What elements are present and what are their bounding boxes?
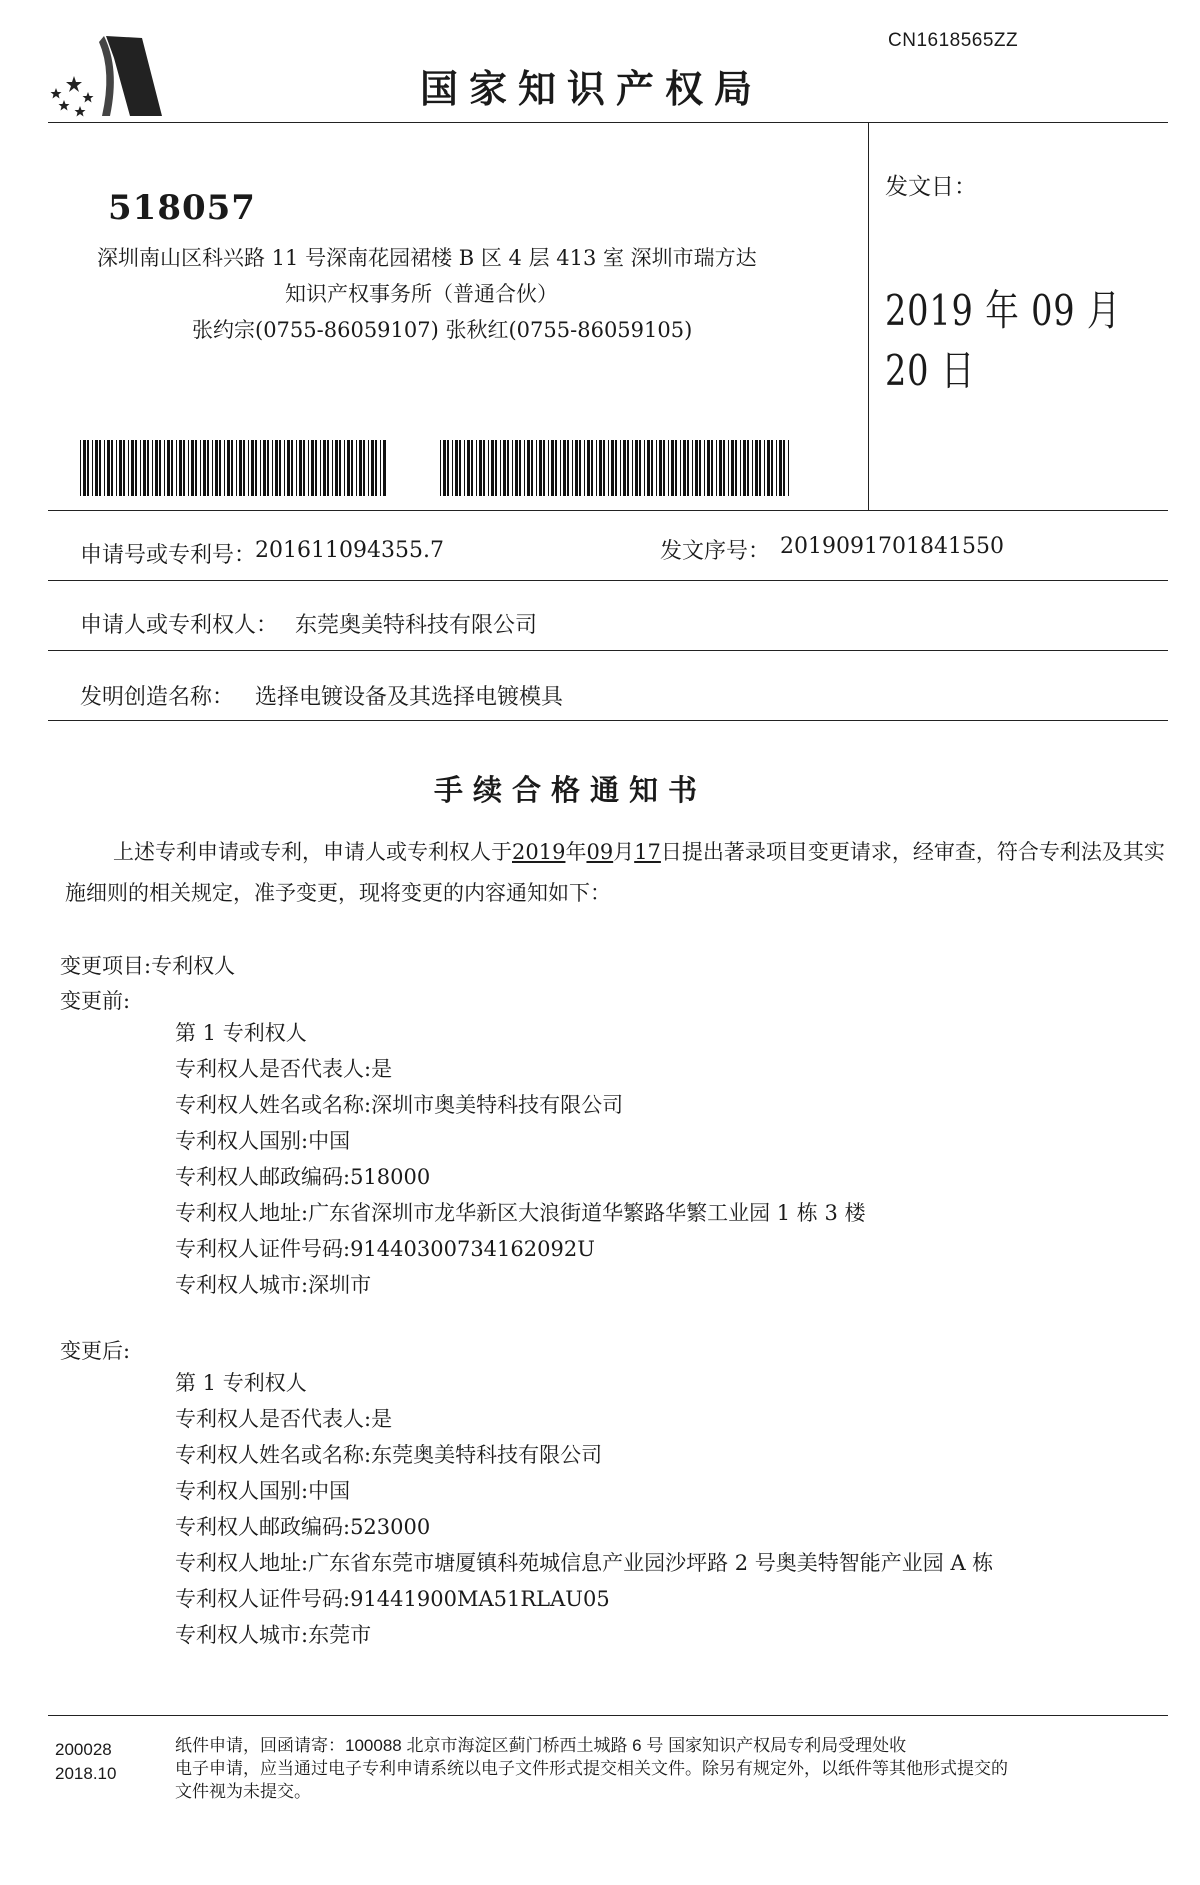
list-item: 第 1 专利权人 xyxy=(175,1021,307,1045)
barcode-bar xyxy=(171,440,173,496)
barcode-bar xyxy=(503,440,506,496)
barcode-bar xyxy=(255,440,257,496)
barcode-bar xyxy=(179,440,182,496)
barcode-bar xyxy=(287,440,290,496)
barcode-bar xyxy=(332,440,333,496)
form-version: 2018.10 xyxy=(55,1764,117,1783)
barcode-bar xyxy=(663,440,665,496)
barcode-bar xyxy=(155,440,158,496)
cnipa-logo-icon xyxy=(44,28,164,118)
barcode-bar xyxy=(128,440,129,496)
list-item: 专利权人邮政编码:518000 xyxy=(175,1165,431,1189)
barcode-bar xyxy=(567,440,569,496)
barcode-bar xyxy=(143,440,146,496)
list-item: 专利权人地址:广东省深圳市龙华新区大浪街道华繁路华繁工业园 1 栋 3 楼 xyxy=(175,1201,866,1225)
list-item: 专利权人是否代表人:是 xyxy=(175,1407,393,1431)
barcode-bar xyxy=(327,440,329,496)
barcode-bar xyxy=(539,440,542,496)
barcode-bar xyxy=(464,440,465,496)
barcode-bar xyxy=(740,440,741,496)
barcode-bar xyxy=(483,440,485,496)
footer-notes xyxy=(175,1734,1165,1803)
barcode-bar xyxy=(603,440,605,496)
barcode-bar xyxy=(263,440,266,496)
barcode-bar xyxy=(695,440,698,496)
barcode-bar xyxy=(608,440,609,496)
divider xyxy=(48,580,1168,581)
barcode-bar xyxy=(335,440,338,496)
invention-title: 选择电镀设备及其选择电镀模具 xyxy=(255,685,564,710)
change-item: 变更项目:专利权人 xyxy=(60,954,236,978)
divider xyxy=(48,510,1168,511)
contact-persons: 张约宗(0755-86059107) 张秋红(0755-86059105) xyxy=(192,318,693,342)
after-list xyxy=(175,1365,993,1653)
barcode-bar xyxy=(591,440,593,496)
barcode-bar xyxy=(116,440,117,496)
application-number: 201611094355.7 xyxy=(255,538,444,563)
barcode-bar xyxy=(140,440,141,496)
barcode-bar xyxy=(752,440,753,496)
barcode-bar xyxy=(359,440,362,496)
barcode-bar xyxy=(647,440,650,496)
barcode-bar xyxy=(279,440,281,496)
barcode-bar xyxy=(380,440,381,496)
barcode-bar xyxy=(507,440,509,496)
barcode-bar xyxy=(459,440,461,496)
barcode-bar xyxy=(299,440,302,496)
barcode-bar xyxy=(92,440,93,496)
barcode-bar xyxy=(615,440,617,496)
list-item: 专利权人城市:深圳市 xyxy=(175,1273,372,1297)
barcode-bar xyxy=(728,440,729,496)
barcode-bar xyxy=(383,440,386,496)
barcode-bar xyxy=(515,440,518,496)
barcode-bar xyxy=(191,440,194,496)
barcode-bar xyxy=(167,440,170,496)
applicant-label: 申请人或专利权人： xyxy=(80,613,279,638)
barcode-bar xyxy=(368,440,369,496)
barcode-bar xyxy=(675,440,677,496)
barcode-bar xyxy=(723,440,725,496)
barcode-bar xyxy=(596,440,597,496)
barcode-bar xyxy=(683,440,686,496)
barcode-bar xyxy=(783,440,785,496)
list-item: 专利权人邮政编码:523000 xyxy=(175,1515,431,1539)
application-number-label: 申请号或专利号： xyxy=(80,543,257,568)
barcode-bar xyxy=(243,440,245,496)
barcode-bar xyxy=(543,440,545,496)
barcode-bar xyxy=(371,440,374,496)
issue-date-label: 发文日： xyxy=(885,174,977,200)
barcode-bar xyxy=(692,440,693,496)
barcode-bar xyxy=(531,440,533,496)
barcode-bar xyxy=(267,440,269,496)
barcode-bar xyxy=(776,440,777,496)
barcode-bar xyxy=(347,440,350,496)
barcode-bar xyxy=(611,440,614,496)
divider xyxy=(48,650,1168,651)
issue-date: 2019 年 09 月 20 日 xyxy=(885,286,1122,395)
barcode-bar xyxy=(627,440,629,496)
barcode-bar xyxy=(512,440,513,496)
barcode-bar xyxy=(123,440,125,496)
list-item: 第 1 专利权人 xyxy=(175,1371,307,1395)
before-list xyxy=(175,1015,866,1303)
barcode-bar xyxy=(164,440,165,496)
barcode-bar xyxy=(491,440,494,496)
barcode-bar xyxy=(651,440,653,496)
barcode-bar xyxy=(788,440,789,496)
barcode-bar xyxy=(764,440,765,496)
barcode-bar xyxy=(735,440,737,496)
barcode-bar xyxy=(479,440,482,496)
barcode-bar xyxy=(344,440,345,496)
barcode-bar xyxy=(147,440,149,496)
barcode-bar xyxy=(375,440,377,496)
barcode-bar xyxy=(563,440,566,496)
barcode-bar xyxy=(623,440,626,496)
list-item: 专利权人姓名或名称:东莞奥美特科技有限公司 xyxy=(175,1443,603,1467)
barcode-bar xyxy=(699,440,701,496)
barcode-bar xyxy=(620,440,621,496)
after-label: 变更后: xyxy=(60,1339,131,1363)
barcode-bar xyxy=(284,440,285,496)
barcode-bar xyxy=(315,440,317,496)
top-divider xyxy=(48,122,1168,123)
barcode-bar xyxy=(356,440,357,496)
footer-divider xyxy=(48,1715,1168,1716)
barcode-bar xyxy=(296,440,297,496)
invention-label: 发明创造名称： xyxy=(80,685,235,710)
barcode-bar xyxy=(135,440,137,496)
barcode-bar xyxy=(275,440,278,496)
barcode-bar xyxy=(548,440,549,496)
request-month: 09 xyxy=(586,840,614,864)
barcode-bar xyxy=(495,440,497,496)
barcode-bar xyxy=(260,440,261,496)
barcode-bar xyxy=(500,440,501,496)
barcode-bar xyxy=(719,440,722,496)
barcode-bar xyxy=(452,440,453,496)
barcode-bar xyxy=(747,440,749,496)
barcode-bar xyxy=(755,440,758,496)
barcode-bar xyxy=(551,440,554,496)
before-label: 变更前: xyxy=(60,989,131,1013)
barcode-bar xyxy=(303,440,305,496)
barcode-bar xyxy=(443,440,446,496)
barcode-bar xyxy=(224,440,225,496)
barcode-bar xyxy=(239,440,242,496)
request-year: 2019 xyxy=(512,840,566,864)
list-item: 专利权人是否代表人:是 xyxy=(175,1057,393,1081)
list-item: 专利权人证件号码:91441900MA51RLAU05 xyxy=(175,1587,610,1611)
barcode-bar xyxy=(219,440,221,496)
serial-number-label: 发文序号： xyxy=(660,539,771,564)
barcode-bar xyxy=(440,440,441,496)
document-code: CN1618565ZZ xyxy=(888,30,1019,51)
serial-number: 2019091701841550 xyxy=(780,534,1004,559)
barcode-bar xyxy=(107,440,110,496)
list-item: 专利权人城市:东莞市 xyxy=(175,1623,372,1647)
barcode-bar xyxy=(639,440,641,496)
barcode-bar xyxy=(575,440,578,496)
notice-paragraph: 上述专利申请或专利，申请人或专利权人于2019年09月17日提出著录项目变更请求，经审查，符合专利法及其实施细则的相关规定，准予变更，现将变更的内容通知如下： xyxy=(65,840,1165,905)
barcode-bar xyxy=(555,440,557,496)
barcode-bar xyxy=(587,440,590,496)
barcode-bar xyxy=(527,440,530,496)
barcode-bar xyxy=(716,440,717,496)
barcode-bar xyxy=(200,440,201,496)
barcode-bar xyxy=(771,440,773,496)
barcode-bar xyxy=(188,440,189,496)
barcode-bar xyxy=(339,440,341,496)
barcode-bar xyxy=(476,440,477,496)
barcode-bar xyxy=(119,440,122,496)
barcode-bar xyxy=(251,440,254,496)
barcode-bar xyxy=(488,440,489,496)
barcode-bar xyxy=(644,440,645,496)
barcode-bar xyxy=(248,440,249,496)
barcode-bar xyxy=(455,440,458,496)
barcode-bar xyxy=(519,440,521,496)
barcode-bar xyxy=(467,440,470,496)
address-line-1: 深圳南山区科兴路 11 号深南花园裙楼 B 区 4 层 413 室 深圳市瑞方达 xyxy=(97,246,757,270)
form-number: 200028 xyxy=(55,1740,112,1759)
barcode-bar xyxy=(308,440,309,496)
notice-title: 手续合格通知书 xyxy=(434,773,708,807)
barcode-bar xyxy=(152,440,153,496)
footer-line-1: 纸件申请，回函请寄：100088 北京市海淀区蓟门桥西土城路 6 号 国家知识产权局专利局受理处收 xyxy=(175,1736,907,1755)
barcode-bar xyxy=(215,440,218,496)
barcode-bar xyxy=(212,440,213,496)
barcode-bar xyxy=(83,440,86,496)
barcode-bar xyxy=(671,440,674,496)
barcode-bar xyxy=(323,440,326,496)
barcode-bar xyxy=(572,440,573,496)
barcode-bar xyxy=(111,440,113,496)
footer-line-3: 文件视为未提交。 xyxy=(175,1782,311,1801)
barcode-bar xyxy=(659,440,662,496)
address-line-2: 知识产权事务所（普通合伙） xyxy=(285,282,558,306)
barcode-bar xyxy=(131,440,134,496)
postal-code: 518057 xyxy=(108,188,256,228)
barcode-bar xyxy=(668,440,669,496)
barcode-bar xyxy=(207,440,209,496)
barcode-bar xyxy=(320,440,321,496)
applicant-name: 东莞奥美特科技有限公司 xyxy=(295,613,538,638)
barcode-bar xyxy=(560,440,561,496)
barcode-bar xyxy=(203,440,206,496)
barcode-bar xyxy=(159,440,161,496)
barcode-bar xyxy=(87,440,89,496)
barcode-bar xyxy=(536,440,537,496)
barcode-bar xyxy=(195,440,197,496)
barcode-bar xyxy=(767,440,770,496)
barcode-bar xyxy=(704,440,705,496)
barcode-bar xyxy=(351,440,353,496)
barcode-bar xyxy=(471,440,473,496)
barcode-bar xyxy=(656,440,657,496)
barcode-bar xyxy=(707,440,710,496)
barcode-bar xyxy=(99,440,101,496)
list-item: 专利权人国别:中国 xyxy=(175,1479,351,1503)
barcode-bar xyxy=(579,440,581,496)
list-item: 专利权人地址:广东省东莞市塘厦镇科苑城信息产业园沙坪路 2 号奥美特智能产业园 A 栋 xyxy=(175,1551,994,1575)
footer-line-2: 电子申请，应当通过电子专利申请系统以电子文件形式提交相关文件。除另有规定外，以纸件等其他形式提交的 xyxy=(175,1759,1008,1778)
barcode-bar xyxy=(363,440,365,496)
barcode-left xyxy=(80,440,390,496)
barcode-bar xyxy=(524,440,525,496)
barcode-bar xyxy=(680,440,681,496)
barcode-bar xyxy=(95,440,98,496)
list-item: 专利权人证件号码:91440300734162092U xyxy=(175,1237,595,1261)
office-title: 国家知识产权局 xyxy=(420,66,764,111)
barcode-bar xyxy=(227,440,230,496)
barcode-bar xyxy=(635,440,638,496)
barcode-bar xyxy=(176,440,177,496)
barcode-bar xyxy=(743,440,746,496)
barcode-bar xyxy=(632,440,633,496)
barcode-bar xyxy=(80,440,81,496)
barcode-bar xyxy=(291,440,293,496)
barcode-bar xyxy=(104,440,105,496)
barcode-bar xyxy=(759,440,761,496)
list-item: 专利权人国别:中国 xyxy=(175,1129,351,1153)
barcode-bar xyxy=(272,440,273,496)
barcode-bar xyxy=(311,440,314,496)
barcode-bar xyxy=(183,440,185,496)
barcode-bar xyxy=(584,440,585,496)
barcode-right xyxy=(440,440,794,496)
barcode-bar xyxy=(447,440,449,496)
barcode-bar xyxy=(687,440,689,496)
barcode-bar xyxy=(731,440,734,496)
list-item: 专利权人姓名或名称:深圳市奥美特科技有限公司 xyxy=(175,1093,624,1117)
barcode-bar xyxy=(779,440,782,496)
barcode-bar xyxy=(236,440,237,496)
barcode-bar xyxy=(231,440,233,496)
divider xyxy=(48,720,1168,721)
request-day: 17 xyxy=(634,840,661,864)
barcode-bar xyxy=(599,440,602,496)
header-vertical-divider xyxy=(868,122,869,510)
barcode-bar xyxy=(711,440,713,496)
